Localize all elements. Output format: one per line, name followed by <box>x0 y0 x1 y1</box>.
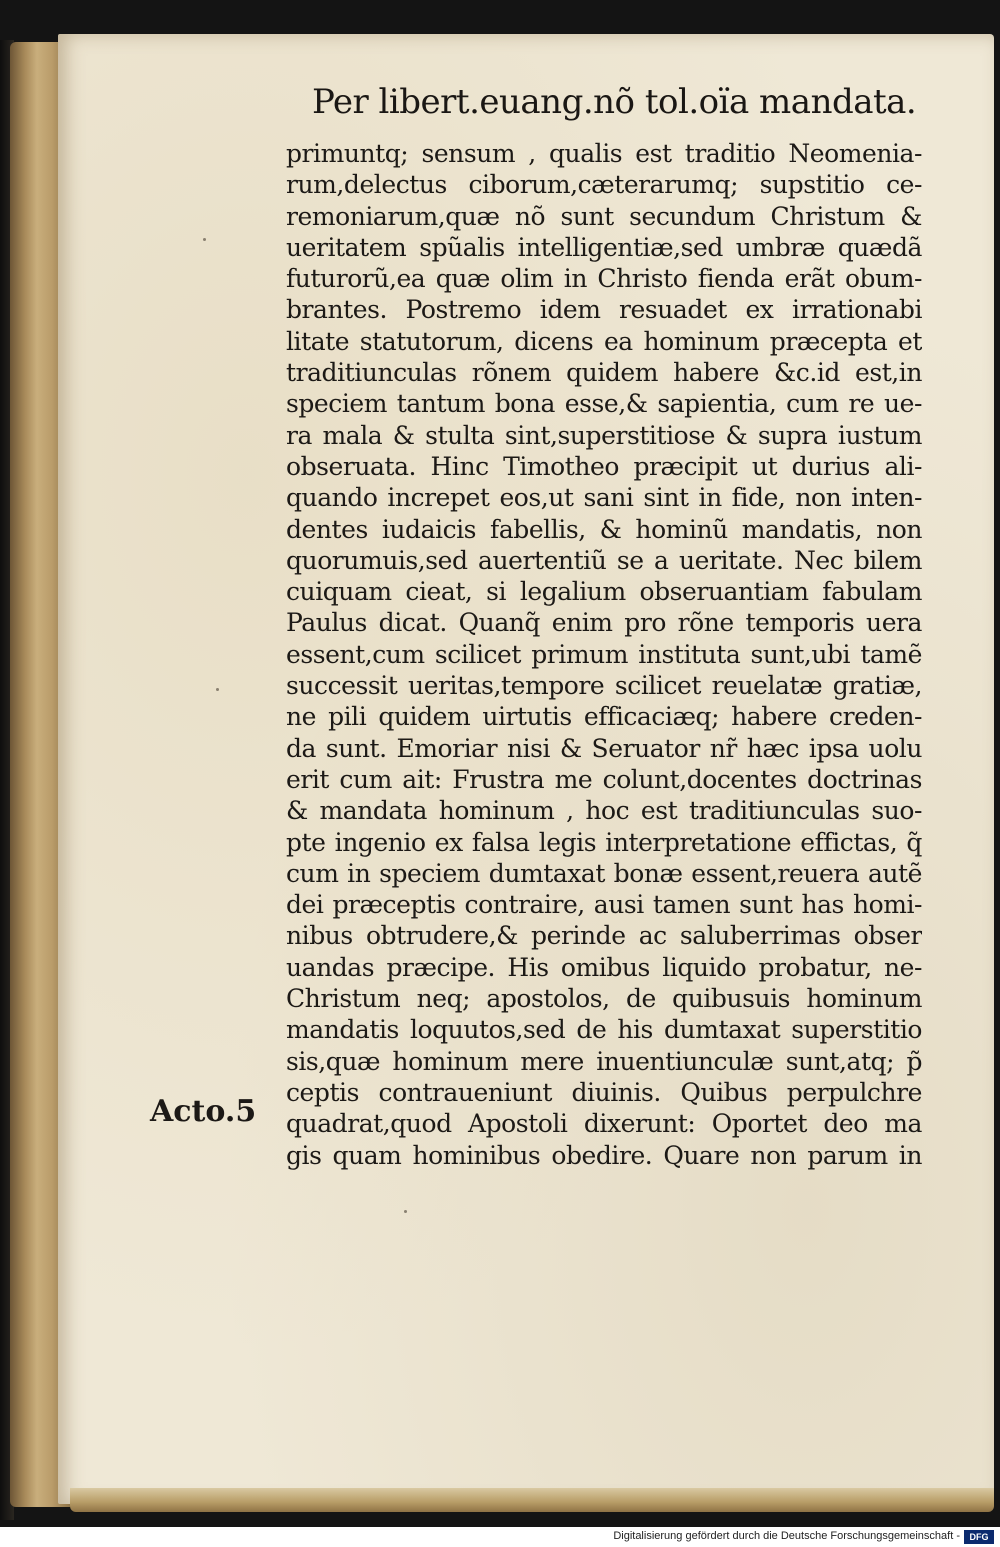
text-line: rum,delectus ciborum,cæterarumq; supstitio ce- <box>286 170 922 200</box>
text-line: Christum neq; apostolos, de quibusuis hominum <box>286 984 922 1014</box>
text-line: primuntq; sensum , qualis est traditio Neomenia- <box>286 139 922 168</box>
margin-note: Acto.5 <box>150 1094 257 1129</box>
ink-speck <box>203 238 206 241</box>
footer-credit: Digitalisierung gefördert durch die Deutsche Forschungsgemeinschaft - <box>613 1530 960 1542</box>
text-line: da sunt. Emoriar nisi & Seruator nr̃ hæc ipsa uolu <box>286 733 922 763</box>
text-line: nibus obtrudere,& perinde ac saluberrimas obser <box>286 921 922 951</box>
text-line: brantes. Postremo idem resuadet ex irrationabi <box>286 295 922 325</box>
text-line: speciem tantum bona esse,& sapientia, cum re ue- <box>286 389 922 419</box>
running-head: Per libert.euang.nõ tol.oïa mandata. <box>312 82 917 122</box>
text-line: erit cum ait: Frustra me colunt,docentes doctrinas <box>286 764 922 794</box>
body-text <box>286 138 922 1171</box>
text-line: & mandata hominum , hoc est traditiunculas suo- <box>286 796 922 826</box>
text-line: essent,cum scilicet primum instituta sunt,ubi tamẽ <box>286 639 922 669</box>
ink-speck <box>404 1210 407 1213</box>
text-line: ceptis contraueniunt diuinis. Quibus perpulchre <box>286 1077 922 1107</box>
text-line: quorumuis,sed auertentiũ se a ueritate. Nec bilem <box>286 545 922 575</box>
text-line: Paulus dicat. Quanq̃ enim pro rõne temporis uera <box>286 608 922 638</box>
text-line: ra mala & stulta sint,superstitiose & supra iustum <box>286 420 922 450</box>
dfg-logo: DFG <box>964 1530 994 1544</box>
text-line: obseruata. Hinc Timotheo præcipit ut durius ali- <box>286 451 922 481</box>
text-line: pte ingenio ex falsa legis interpretatione effictas, q̃ <box>286 827 922 857</box>
text-line: litate statutorum, dicens ea hominum præcepta et <box>286 326 922 356</box>
text-line: ne pili quidem uirtutis efficaciæq; habere creden- <box>286 702 922 732</box>
text-line: dentes iudaicis fabellis, & hominũ mandatis, non <box>286 514 922 544</box>
text-line: sis,quæ hominum mere inuentiunculæ sunt,atq; p̃ <box>286 1046 922 1076</box>
text-line: ueritatem spũalis intelligentiæ,sed umbræ quædã <box>286 232 922 262</box>
text-line: cuiquam cieat, si legalium obseruantiam fabulam <box>286 577 922 607</box>
text-line: cum in speciem dumtaxat bonæ essent,reuera autẽ <box>286 858 922 888</box>
page-bottom-edge <box>70 1488 994 1512</box>
text-line: traditiunculas rõnem quidem habere &c.id est,in <box>286 358 922 388</box>
text-line: remoniarum,quæ nõ sunt secundum Christum & <box>286 201 922 231</box>
text-line: quando increpet eos,ut sani sint in fide, non inten- <box>286 483 922 513</box>
text-line: dei præceptis contraire, ausi tamen sunt has homi- <box>286 890 922 920</box>
text-line: gis quam hominibus obedire. Quare non parum in <box>286 1140 922 1170</box>
text-line: quadrat,quod Apostoli dixerunt: Oportet deo ma <box>286 1109 922 1139</box>
text-line: uandas præcipe. His omibus liquido probatur, ne- <box>286 952 922 982</box>
text-line: futurorũ,ea quæ olim in Christo fienda erãt obum- <box>286 264 922 294</box>
text-line: mandatis loquutos,sed de his dumtaxat superstitio <box>286 1015 922 1045</box>
text-line: successit ueritas,tempore scilicet reuelatæ gratiæ, <box>286 671 922 701</box>
ink-speck <box>216 688 219 691</box>
